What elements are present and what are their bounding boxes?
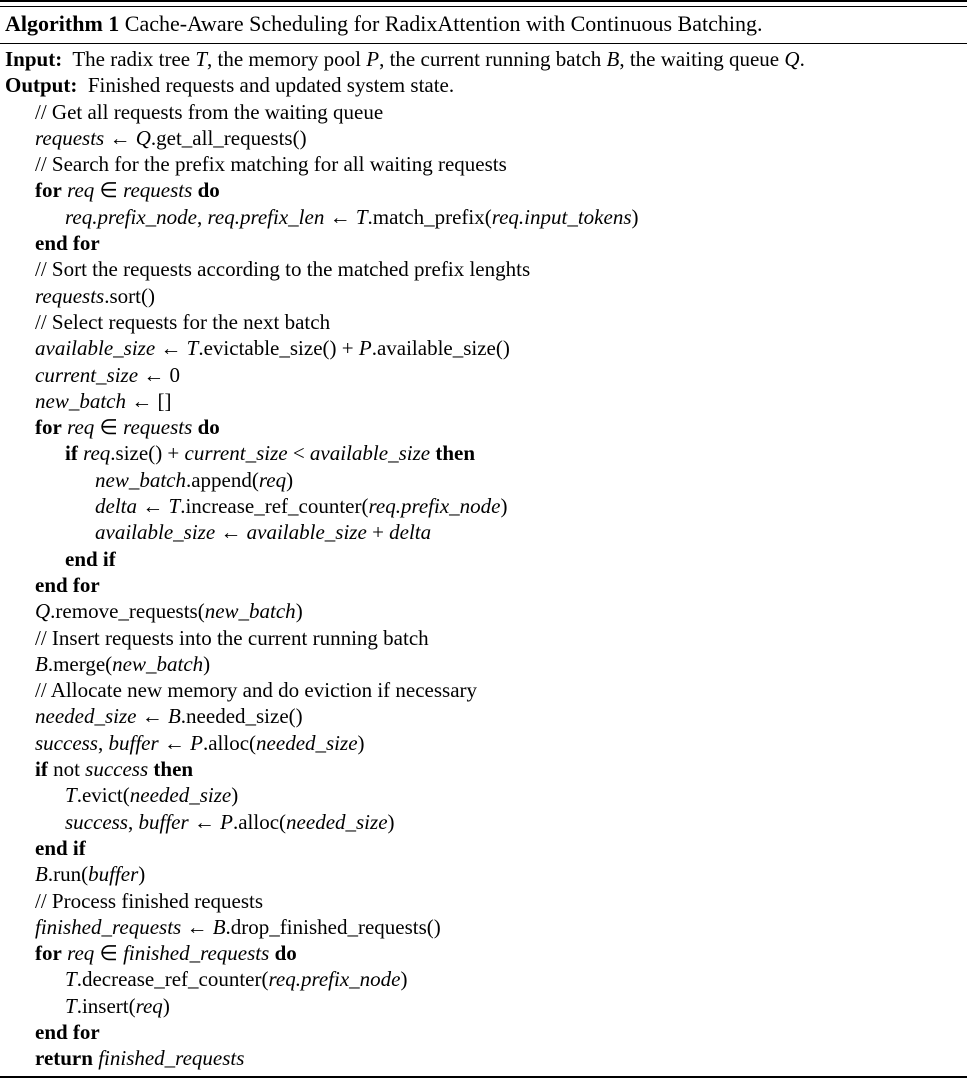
roman-text: ) (231, 783, 239, 808)
code-line (0, 440, 967, 466)
variable-text: B (606, 47, 620, 71)
roman-text: , the waiting queue (619, 47, 785, 71)
variable-text: current_size (35, 362, 139, 387)
variable-text: req (83, 441, 111, 466)
roman-text: ∈ (94, 178, 124, 203)
roman-text: Finished requests and updated system state. (77, 73, 455, 98)
roman-text: , (197, 204, 208, 229)
roman-text: ← 0 (138, 362, 181, 387)
roman-text: The radix tree (62, 47, 196, 71)
code-line (0, 99, 967, 125)
code-line (0, 782, 967, 808)
roman-text: , (127, 809, 139, 834)
variable-text: buffer (108, 730, 159, 755)
keyword-text: do (197, 415, 220, 440)
variable-text: P (366, 47, 380, 71)
keyword-text: Algorithm 1 (5, 11, 120, 36)
variable-text: B (35, 862, 48, 887)
code-line (0, 519, 967, 545)
keyword-text: Input: (5, 47, 63, 71)
roman-text: .needed_size() (180, 704, 303, 729)
code-line (0, 966, 967, 992)
variable-text: Q (35, 599, 51, 624)
algorithm-title (0, 7, 967, 43)
roman-text: ← (181, 914, 213, 939)
variable-text: buffer (88, 862, 139, 887)
variable-text: requests (123, 178, 193, 203)
keyword-text: end for (35, 231, 100, 256)
variable-text: needed_size (35, 704, 137, 729)
variable-text: T (186, 336, 199, 361)
variable-text: available_size (246, 520, 367, 545)
variable-text: req (258, 467, 287, 492)
keyword-text: for (35, 941, 62, 966)
roman-text: ) (387, 809, 395, 834)
keyword-text: end for (35, 572, 100, 597)
roman-text: ← (137, 494, 169, 519)
variable-text: req.prefix_node (368, 494, 501, 519)
variable-text: T (355, 204, 368, 229)
roman-text: ) (357, 730, 365, 755)
variable-text: needed_size (286, 809, 388, 834)
keyword-text: end for (35, 1019, 100, 1044)
code-line (0, 230, 967, 256)
code-line (0, 861, 967, 887)
roman-text: .match_prefix( (367, 204, 492, 229)
roman-text: < (287, 441, 310, 466)
roman-text: .get_all_requests() (150, 125, 307, 150)
roman-text: ← (158, 730, 191, 755)
roman-text: ) (138, 862, 146, 887)
variable-text: req.prefix_node (268, 967, 401, 992)
roman-text: . (799, 47, 805, 71)
roman-text: .drop_finished_requests() (225, 914, 441, 939)
roman-text: ∈ (94, 941, 124, 966)
keyword-text: for (35, 178, 62, 203)
keyword-text: return (35, 1046, 93, 1071)
keyword-text: do (274, 941, 297, 966)
roman-text: ← (215, 520, 247, 545)
roman-text: .size() + (110, 441, 185, 466)
variable-text: req.prefix_node (65, 204, 197, 229)
variable-text: delta (95, 494, 137, 519)
code-line (0, 414, 967, 440)
roman-text: ← (104, 125, 136, 150)
code-line (0, 546, 967, 572)
variable-text: success (65, 809, 128, 834)
code-line (0, 677, 967, 703)
roman-text: ← (155, 336, 187, 361)
io-line (0, 46, 967, 72)
variable-text: req (67, 178, 95, 203)
roman-text: .available_size() (371, 336, 510, 361)
variable-text: req (135, 993, 163, 1018)
keyword-text: if (65, 441, 78, 466)
roman-text: // Allocate new memory and do eviction if necessary (35, 678, 478, 703)
code-line (0, 835, 967, 861)
roman-text: not (47, 757, 86, 782)
variable-text: requests (123, 415, 193, 440)
variable-text: requests (35, 283, 105, 308)
variable-text: needed_size (129, 783, 232, 808)
io-line (0, 72, 967, 98)
variable-text: req (67, 415, 95, 440)
roman-text: ) (500, 494, 508, 519)
keyword-text: for (35, 415, 62, 440)
roman-text: .alloc( (232, 809, 287, 834)
variable-text: finished_requests (98, 1046, 245, 1071)
code-line (0, 651, 967, 677)
variable-text: B (167, 704, 181, 729)
code-line (0, 625, 967, 651)
variable-text: T (168, 494, 181, 519)
roman-text: ) (203, 651, 211, 676)
roman-text: ← (136, 704, 168, 729)
variable-text: P (358, 336, 372, 361)
roman-text: ) (631, 204, 639, 229)
code-line (0, 572, 967, 598)
roman-text: .merge( (47, 651, 113, 676)
roman-text: .append( (185, 467, 259, 492)
code-line (0, 362, 967, 388)
roman-text: .increase_ref_counter( (180, 494, 369, 519)
variable-text: requests (35, 125, 105, 150)
code-line (0, 283, 967, 309)
variable-text: available_size (35, 336, 156, 361)
roman-text: .run( (47, 862, 89, 887)
roman-text: // Select requests for the next batch (35, 309, 331, 334)
code-line (0, 993, 967, 1019)
code-line (0, 703, 967, 729)
algorithm-io (0, 44, 967, 99)
roman-text: // Search for the prefix matching for all waiting requests (35, 152, 507, 177)
roman-text: ∈ (94, 415, 124, 440)
roman-text: .evict( (76, 783, 130, 808)
roman-text: ← (188, 809, 221, 834)
code-line (0, 204, 967, 230)
code-line (0, 598, 967, 624)
code-line (0, 730, 967, 756)
variable-text: finished_requests (123, 941, 270, 966)
roman-text: , the current running batch (379, 47, 607, 71)
roman-text: .evictable_size() + (198, 336, 359, 361)
variable-text: Q (784, 47, 800, 71)
variable-text: req.prefix_len (207, 204, 325, 229)
code-line (0, 756, 967, 782)
variable-text: T (65, 783, 77, 808)
keyword-text: end if (65, 546, 116, 571)
roman-text: + (366, 520, 390, 545)
variable-text: P (220, 809, 233, 834)
roman-text: // Process finished requests (35, 888, 264, 913)
keyword-text: if (35, 757, 48, 782)
roman-text: .decrease_ref_counter( (76, 967, 269, 992)
code-line (0, 888, 967, 914)
variable-text: T (195, 47, 208, 71)
variable-text: finished_requests (35, 914, 182, 939)
variable-text: success (85, 757, 149, 782)
keyword-text: then (435, 441, 476, 466)
variable-text: B (212, 914, 226, 939)
roman-text: ) (286, 467, 294, 492)
roman-text: , (97, 730, 109, 755)
variable-text: buffer (138, 809, 189, 834)
code-line (0, 309, 967, 335)
code-line (0, 1045, 967, 1071)
bottom-rule (0, 1076, 967, 1078)
variable-text: B (35, 651, 48, 676)
variable-text: current_size (184, 441, 288, 466)
code-line (0, 467, 967, 493)
variable-text: P (190, 730, 203, 755)
keyword-text: do (197, 178, 220, 203)
top-double-rule (0, 0, 967, 7)
roman-text: .sort() (104, 283, 155, 308)
roman-text: // Get all requests from the waiting queue (35, 99, 384, 124)
variable-text: needed_size (256, 730, 358, 755)
roman-text: // Insert requests into the current running batch (35, 625, 429, 650)
code-line (0, 125, 967, 151)
keyword-text: end if (35, 835, 86, 860)
keyword-text: Output: (5, 73, 78, 98)
code-line (0, 335, 967, 361)
code-line (0, 1019, 967, 1045)
code-line (0, 256, 967, 282)
roman-text: .alloc( (202, 730, 257, 755)
variable-text: new_batch (112, 651, 204, 676)
variable-text: req.input_tokens (491, 204, 632, 229)
roman-text: ) (295, 599, 303, 624)
roman-text: ) (162, 993, 170, 1018)
variable-text: req (67, 941, 95, 966)
variable-text: new_batch (95, 467, 186, 492)
variable-text: new_batch (35, 388, 126, 413)
algorithm-body (0, 99, 967, 1072)
variable-text: success (35, 730, 98, 755)
roman-text: .insert( (76, 993, 136, 1018)
keyword-text: then (153, 757, 194, 782)
code-line (0, 940, 967, 966)
variable-text: available_size (309, 441, 431, 466)
roman-text: // Sort the requests according to the matched prefix lenghts (35, 257, 531, 282)
roman-text: ← (324, 204, 356, 229)
variable-text: Q (135, 125, 151, 150)
roman-text: ) (400, 967, 408, 992)
variable-text: T (65, 967, 77, 992)
variable-text: new_batch (204, 599, 296, 624)
roman-text: .remove_requests( (50, 599, 205, 624)
roman-text: Cache-Aware Scheduling for RadixAttention with Continuous Batching. (119, 11, 763, 36)
code-line (0, 809, 967, 835)
variable-text: T (65, 993, 77, 1018)
code-line (0, 177, 967, 203)
code-line (0, 493, 967, 519)
variable-text: delta (389, 520, 432, 545)
code-line (0, 151, 967, 177)
code-line (0, 914, 967, 940)
code-line (0, 388, 967, 414)
variable-text: available_size (95, 520, 216, 545)
roman-text: , the memory pool (207, 47, 367, 71)
roman-text: ← [] (125, 388, 172, 413)
